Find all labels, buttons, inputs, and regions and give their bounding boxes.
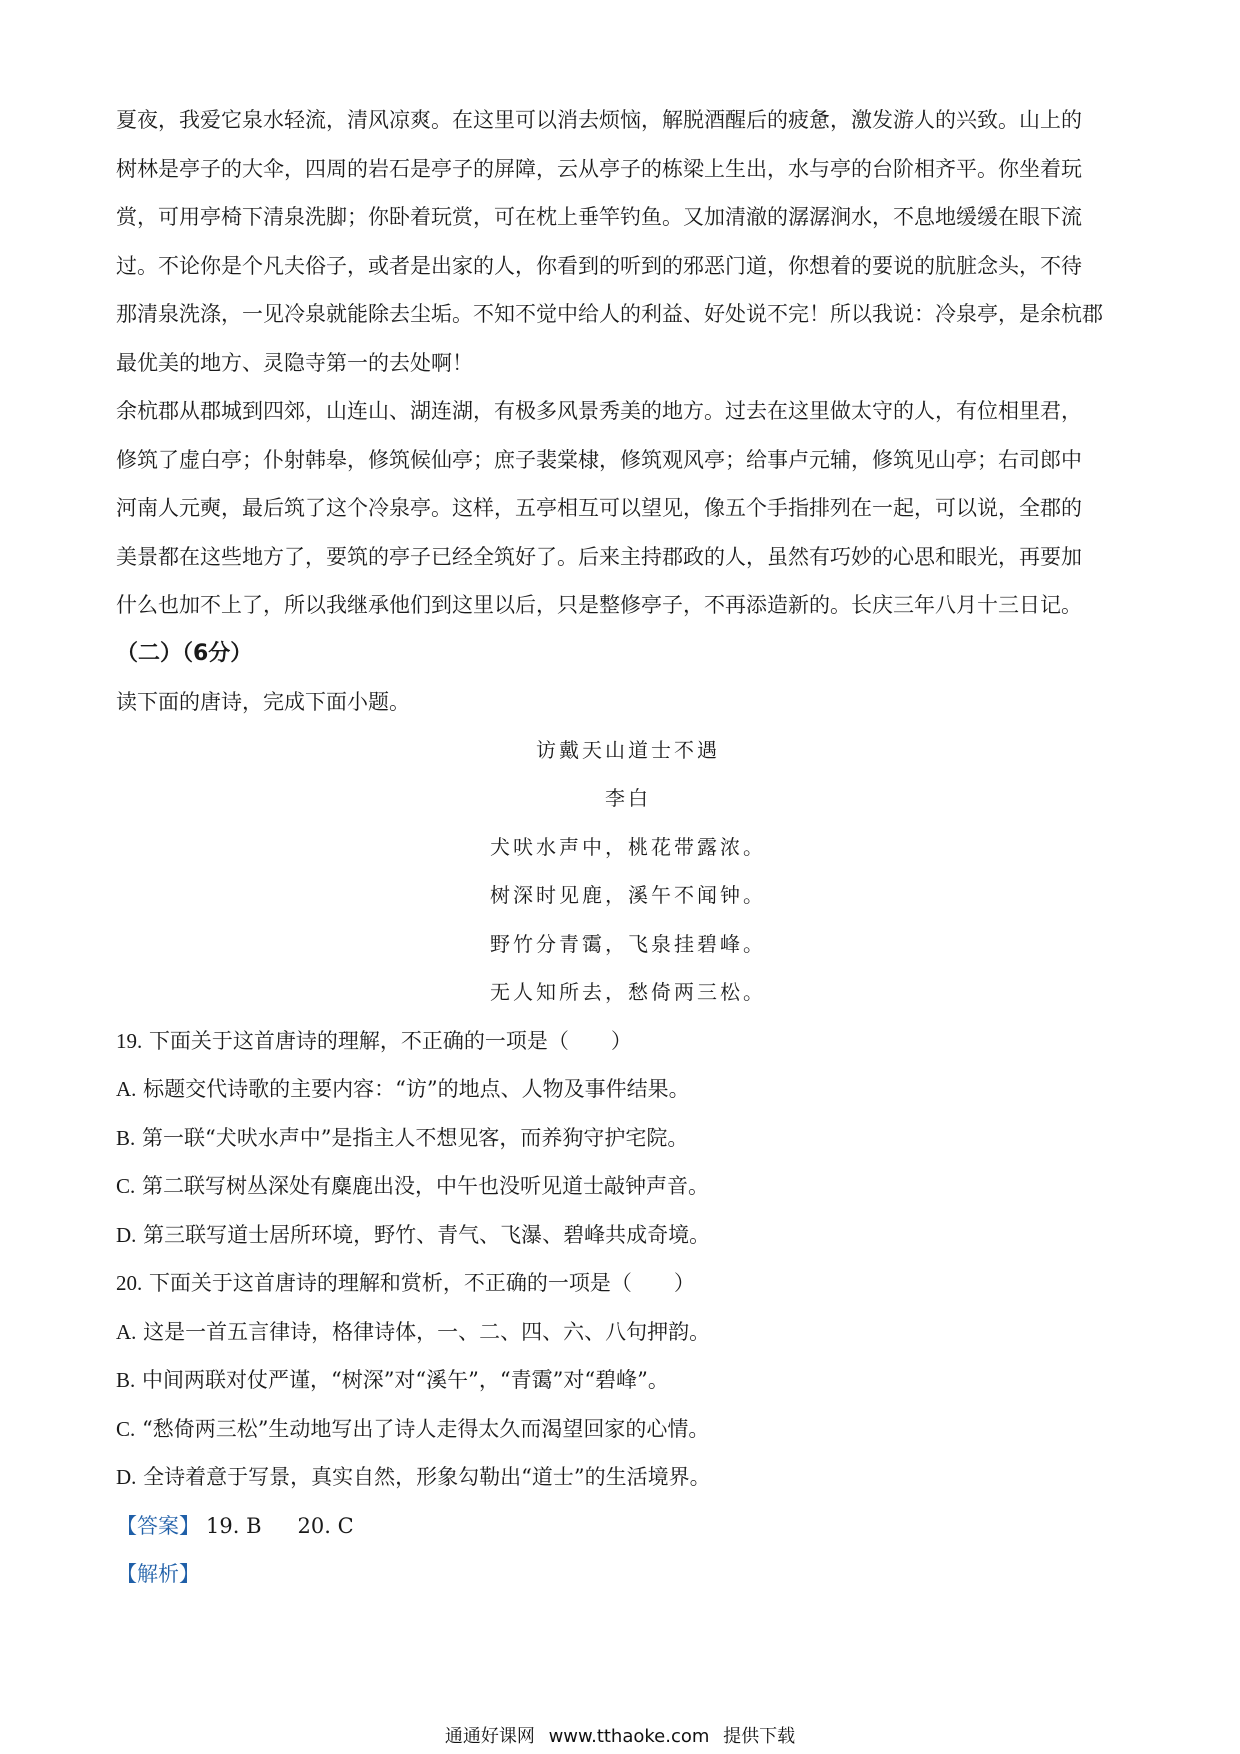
- section-instruction: 读下面的唐诗，完成下面小题。: [116, 689, 410, 714]
- question-19: [116, 1017, 1140, 1260]
- option-a: [116, 1065, 1140, 1114]
- option-b: [116, 1356, 1140, 1405]
- option-b: [116, 1114, 1140, 1163]
- option-letter: A.: [116, 1077, 137, 1101]
- option-letter: C.: [116, 1174, 136, 1198]
- question-number: 20.: [116, 1271, 143, 1295]
- option-letter: A.: [116, 1319, 137, 1344]
- option-text: 第一联“犬吠水声中”是指主人不想见客，而养狗守护宅院。: [141, 1125, 689, 1150]
- poem-line: 犬吠水声中，桃花带露浓。: [490, 834, 766, 859]
- poem-line: 无人知所去，愁倚两三松。: [490, 980, 766, 1004]
- option-text: 全诗着意于写景，真实自然，形象勾勒出“道士”的生活境界。: [143, 1465, 711, 1489]
- option-letter: C.: [116, 1416, 136, 1441]
- option-letter: D.: [116, 1222, 137, 1247]
- answer-label: 【答案】: [116, 1513, 200, 1538]
- option-text: 第三联写道士居所环境，野竹、青气、飞瀑、碧峰共成奇境。: [143, 1222, 711, 1247]
- poem-line: 野竹分青霭，飞泉挂碧峰。: [490, 931, 766, 956]
- section-heading: （二）（6分）: [116, 640, 253, 666]
- question-stem: [116, 1017, 1140, 1066]
- text-line: 夏夜，我爱它泉水轻流，清风凉爽。在这里可以消去烦恼，解脱酒醒后的疲惫，激发游人的兴致。山上的: [116, 108, 1082, 132]
- option-text: 第二联写树丛深处有麋鹿出没，中午也没听见道士敲钟声音。: [141, 1174, 709, 1198]
- poem-title: 访戴天山道士不遇: [536, 737, 720, 762]
- question-20: [116, 1259, 1140, 1502]
- footer-url[interactable]: www.tthaoke.com: [548, 1726, 710, 1747]
- analysis-label: 【解析】: [116, 1562, 200, 1586]
- option-d: [116, 1211, 1140, 1260]
- answer-value: 19. B: [206, 1513, 262, 1538]
- question-number: 19.: [116, 1028, 143, 1053]
- poem: [116, 726, 1140, 1017]
- text-line: 过。不论你是个凡夫俗子，或者是出家的人，你看到的听到的邪恶门道，你想着的要说的肮脏念头，不待: [116, 253, 1082, 278]
- footer-tagline: 提供下载: [723, 1726, 796, 1747]
- prose-paragraph-2: [116, 387, 1140, 630]
- question-stem: [116, 1259, 1140, 1308]
- poem-author: 李白: [605, 786, 651, 810]
- page-footer: [0, 1722, 1240, 1748]
- option-text: 标题交代诗歌的主要内容：“访”的地点、人物及事件结果。: [143, 1077, 690, 1101]
- option-letter: D.: [116, 1465, 137, 1489]
- text-line: 河南人元奭，最后筑了这个冷泉亭。这样，五亭相互可以望见，像五个手指排列在一起，可以说，全郡的: [116, 496, 1082, 520]
- question-text: 下面关于这首唐诗的理解，不正确的一项是（ ）: [148, 1028, 632, 1053]
- option-c: [116, 1162, 1140, 1211]
- option-d: [116, 1453, 1140, 1502]
- option-letter: B.: [116, 1368, 136, 1392]
- option-c: [116, 1405, 1140, 1454]
- footer-site-name: 通通好课网: [444, 1726, 535, 1747]
- text-line: 美景都在这些地方了，要筑的亭子已经全筑好了。后来主持郡政的人，虽然有巧妙的心思和眼光，再要加: [116, 544, 1082, 569]
- text-line: 余杭郡从郡城到四郊，山连山、湖连湖，有极多风景秀美的地方。过去在这里做太守的人，有位相里君，: [116, 399, 1082, 423]
- answer-value: 20. C: [297, 1513, 354, 1538]
- option-a: [116, 1308, 1140, 1357]
- question-text: 下面关于这首唐诗的理解和赏析，不正确的一项是（ ）: [148, 1271, 695, 1295]
- text-line: 修筑了虚白亭；仆射韩皋，修筑候仙亭；庶子裴棠棣，修筑观风亭；给事卢元辅，修筑见山亭；右司郎中: [116, 447, 1082, 472]
- option-text: “愁倚两三松”生动地写出了诗人走得太久而渴望回家的心情。: [141, 1416, 710, 1441]
- answer-line: [116, 1502, 1140, 1551]
- text-line: 赏，可用亭椅下清泉洗脚；你卧着玩赏，可在枕上垂竿钓鱼。又加清澈的潺潺涧水，不息地缓缓在眼下流: [116, 205, 1082, 229]
- analysis-line: [116, 1550, 1140, 1599]
- option-text: 这是一首五言律诗，格律诗体，一、二、四、六、八句押韵。: [143, 1319, 711, 1344]
- option-text: 中间两联对仗严谨，“树深”对“溪午”，“青霭”对“碧峰”。: [141, 1368, 669, 1392]
- text-line: 那清泉洗涤，一见冷泉就能除去尘垢。不知不觉中给人的利益、好处说不完！所以我说：冷泉亭，是余杭郡: [116, 302, 1103, 326]
- prose-paragraph-1: [116, 96, 1140, 387]
- text-line: 什么也加不上了，所以我继承他们到这里以后，只是整修亭子，不再添造新的。长庆三年八月十三日记。: [116, 593, 1082, 617]
- option-letter: B.: [116, 1125, 136, 1150]
- document-page: [116, 96, 1140, 1599]
- poem-line: 树深时见鹿，溪午不闻钟。: [490, 883, 766, 907]
- text-line: 树林是亭子的大伞，四周的岩石是亭子的屏障，云从亭子的栋梁上生出，水与亭的台阶相齐平。你坐着玩: [116, 156, 1082, 181]
- text-line: 最优美的地方、灵隐寺第一的去处啊！: [116, 350, 473, 375]
